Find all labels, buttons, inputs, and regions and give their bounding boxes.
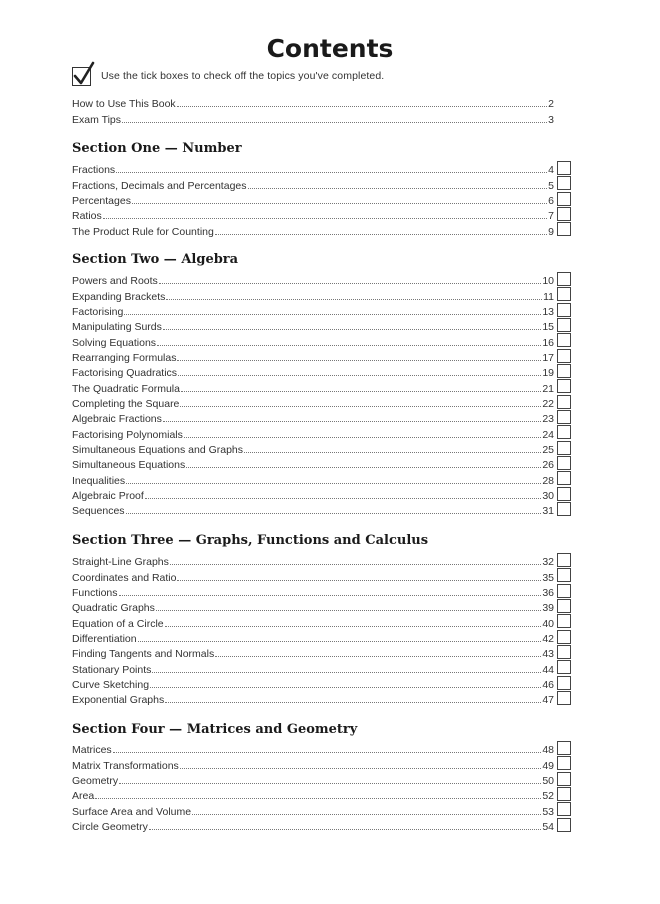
- toc-entry[interactable]: [72, 471, 554, 486]
- toc-entry-label: Rearranging Formulas: [72, 351, 177, 364]
- tick-box[interactable]: [557, 395, 571, 409]
- dot-leader: [149, 829, 541, 830]
- tick-box[interactable]: [557, 802, 571, 816]
- section-list: [72, 161, 554, 238]
- toc-entry-label: Inequalities: [72, 474, 126, 487]
- tick-box[interactable]: [557, 456, 571, 470]
- toc-entry[interactable]: [72, 787, 554, 802]
- toc-entry-page: 36: [542, 586, 554, 599]
- dot-leader: [119, 783, 541, 784]
- tick-box[interactable]: [557, 741, 571, 755]
- toc-entry[interactable]: [72, 161, 554, 176]
- dot-leader: [156, 610, 541, 611]
- dot-leader: [145, 498, 542, 499]
- toc-entry-label: Solving Equations: [72, 336, 157, 349]
- toc-entry[interactable]: [72, 614, 554, 629]
- checkmark-icon: [72, 61, 96, 87]
- toc-entry-label: Manipulating Surds: [72, 321, 162, 334]
- dot-leader: [180, 768, 542, 769]
- toc-entry-page: 50: [542, 774, 554, 787]
- toc-entry-label: Curve Sketching: [72, 678, 150, 691]
- section-heading: Section Three — Graphs, Functions and Calculus: [72, 533, 429, 548]
- tick-box[interactable]: [557, 818, 571, 832]
- dot-leader: [215, 234, 547, 235]
- toc-entry-page: 26: [542, 459, 554, 472]
- tick-note: [72, 64, 384, 88]
- dot-leader: [132, 203, 547, 204]
- toc-entry[interactable]: [72, 818, 554, 833]
- toc-entry-label: Exam Tips: [72, 113, 122, 126]
- toc-entry-label: Matrices: [72, 744, 112, 757]
- dot-leader: [186, 467, 541, 468]
- tick-box[interactable]: [557, 318, 571, 332]
- dot-leader: [95, 798, 541, 799]
- toc-entry-label: Functions: [72, 586, 118, 599]
- dot-leader: [157, 345, 541, 346]
- dot-leader: [165, 702, 541, 703]
- tick-box[interactable]: [557, 161, 571, 175]
- toc-entry[interactable]: [72, 630, 554, 645]
- dot-leader: [178, 375, 541, 376]
- dot-leader: [170, 564, 541, 565]
- tick-box[interactable]: [557, 568, 571, 582]
- dot-leader: [126, 513, 542, 514]
- toc-entry-label: Geometry: [72, 774, 119, 787]
- toc-entry-label: Quadratic Graphs: [72, 602, 155, 615]
- toc-entry-page: 24: [542, 428, 554, 441]
- tick-box[interactable]: [557, 287, 571, 301]
- toc-entry-label: How to Use This Book: [72, 98, 176, 111]
- tick-box[interactable]: [557, 425, 571, 439]
- toc-entry-page: 4: [548, 164, 554, 177]
- dot-leader: [159, 283, 542, 284]
- section-heading: Section One — Number: [72, 141, 242, 156]
- dot-leader: [248, 188, 548, 189]
- toc-entry-page: 11: [543, 290, 554, 303]
- toc-entry-label: Algebraic Proof: [72, 489, 144, 502]
- toc-entry[interactable]: [72, 584, 554, 599]
- tick-box[interactable]: [557, 176, 571, 190]
- dot-leader: [192, 814, 541, 815]
- toc-entry-page: 52: [542, 790, 554, 803]
- toc-entry-label: Differentiation: [72, 632, 137, 645]
- toc-entry-page: 53: [542, 805, 554, 818]
- dot-leader: [177, 106, 547, 107]
- intro-list: [72, 95, 554, 126]
- tick-box[interactable]: [557, 471, 571, 485]
- toc-entry[interactable]: [72, 176, 554, 191]
- toc-entry[interactable]: [72, 110, 554, 125]
- toc-entry[interactable]: [72, 410, 554, 425]
- toc-entry-label: Expanding Brackets: [72, 290, 166, 303]
- toc-entry-page: 22: [542, 397, 554, 410]
- toc-entry[interactable]: [72, 425, 554, 440]
- tick-box[interactable]: [557, 222, 571, 236]
- toc-entry[interactable]: [72, 95, 554, 110]
- tick-box[interactable]: [557, 487, 571, 501]
- tick-box[interactable]: [557, 192, 571, 206]
- tick-example-box: [72, 67, 91, 86]
- toc-entry[interactable]: [72, 456, 554, 471]
- dot-leader: [177, 360, 541, 361]
- toc-entry-label: Ratios: [72, 210, 102, 223]
- section-heading: Section Two — Algebra: [72, 252, 239, 267]
- page-title: Contents: [266, 34, 394, 63]
- tick-box[interactable]: [557, 553, 571, 567]
- toc-entry-page: 15: [542, 321, 554, 334]
- toc-entry-page: 3: [548, 113, 554, 126]
- toc-entry-label: Stationary Points: [72, 663, 152, 676]
- section-list: [72, 272, 554, 517]
- toc-entry-label: Factorising: [72, 305, 124, 318]
- toc-entry[interactable]: [72, 395, 554, 410]
- section-list: [72, 553, 554, 706]
- toc-entry[interactable]: [72, 802, 554, 817]
- toc-entry-page: 21: [542, 382, 554, 395]
- toc-entry-label: Circle Geometry: [72, 820, 148, 833]
- toc-entry-label: Completing the Square: [72, 397, 180, 410]
- toc-entry[interactable]: [72, 333, 554, 348]
- toc-entry-page: 5: [548, 179, 554, 192]
- dot-leader: [119, 595, 542, 596]
- toc-entry-page: 39: [542, 602, 554, 615]
- toc-entry-label: Exponential Graphs: [72, 694, 165, 707]
- toc-entry[interactable]: [72, 676, 554, 691]
- dot-leader: [181, 391, 541, 392]
- toc-entry[interactable]: [72, 272, 554, 287]
- dot-leader: [103, 218, 547, 219]
- dot-leader: [126, 483, 541, 484]
- toc-entry[interactable]: [72, 660, 554, 675]
- toc-entry-page: 23: [542, 413, 554, 426]
- toc-entry-page: 25: [542, 443, 554, 456]
- toc-entry-label: Factorising Quadratics: [72, 367, 178, 380]
- toc-entry-label: Fractions: [72, 164, 116, 177]
- toc-entry[interactable]: [72, 364, 554, 379]
- tick-box[interactable]: [557, 660, 571, 674]
- toc-entry-label: Fractions, Decimals and Percentages: [72, 179, 247, 192]
- toc-entry[interactable]: [72, 772, 554, 787]
- dot-leader: [244, 452, 541, 453]
- dot-leader: [184, 437, 541, 438]
- tick-box[interactable]: [557, 772, 571, 786]
- toc-entry-page: 17: [542, 351, 554, 364]
- tick-box[interactable]: [557, 333, 571, 347]
- dot-leader: [180, 406, 541, 407]
- toc-entry[interactable]: [72, 599, 554, 614]
- dot-leader: [150, 687, 541, 688]
- dot-leader: [177, 580, 541, 581]
- toc-entry-page: 40: [542, 617, 554, 630]
- toc-entry-label: Powers and Roots: [72, 275, 158, 288]
- toc-entry[interactable]: [72, 691, 554, 706]
- tick-box[interactable]: [557, 502, 571, 516]
- toc-entry-page: 54: [542, 820, 554, 833]
- toc-entry-page: 47: [542, 694, 554, 707]
- tick-box[interactable]: [557, 676, 571, 690]
- toc-entry-page: 48: [542, 744, 554, 757]
- toc-entry-label: Sequences: [72, 505, 125, 518]
- dot-leader: [152, 672, 541, 673]
- toc-entry[interactable]: [72, 487, 554, 502]
- toc-entry-label: The Product Rule for Counting: [72, 225, 214, 238]
- toc-entry-label: Area: [72, 790, 95, 803]
- toc-entry[interactable]: [72, 318, 554, 333]
- section-heading: Section Four — Matrices and Geometry: [72, 722, 358, 737]
- tick-box[interactable]: [557, 584, 571, 598]
- toc-entry[interactable]: [72, 741, 554, 756]
- toc-entry[interactable]: [72, 441, 554, 456]
- toc-entry-label: Percentages: [72, 194, 131, 207]
- toc-entry-page: 44: [542, 663, 554, 676]
- dot-leader: [166, 299, 542, 300]
- toc-entry[interactable]: [72, 553, 554, 568]
- dot-leader: [116, 172, 547, 173]
- toc-entry-label: Equation of a Circle: [72, 617, 164, 630]
- toc-entry[interactable]: [72, 756, 554, 771]
- toc-entry-page: 10: [542, 275, 554, 288]
- toc-entry-label: Algebraic Fractions: [72, 413, 162, 426]
- toc-entry-page: 9: [548, 225, 554, 238]
- toc-entry-page: 16: [542, 336, 554, 349]
- toc-entry-page: 7: [548, 210, 554, 223]
- tick-box[interactable]: [557, 349, 571, 363]
- toc-entry[interactable]: [72, 222, 554, 237]
- toc-entry[interactable]: [72, 303, 554, 318]
- toc-entry-page: 32: [542, 556, 554, 569]
- toc-entry-label: Factorising Polynomials: [72, 428, 183, 441]
- tick-box[interactable]: [557, 599, 571, 613]
- toc-entry-label: Matrix Transformations: [72, 759, 179, 772]
- toc-entry-page: 42: [542, 632, 554, 645]
- toc-entry-label: Surface Area and Volume: [72, 805, 192, 818]
- tick-box[interactable]: [557, 410, 571, 424]
- dot-leader: [163, 329, 541, 330]
- toc-entry-page: 6: [548, 194, 554, 207]
- toc-entry-page: 30: [542, 489, 554, 502]
- tick-box[interactable]: [557, 645, 571, 659]
- tick-box[interactable]: [557, 787, 571, 801]
- toc-entry-label: Simultaneous Equations: [72, 459, 186, 472]
- dot-leader: [138, 641, 542, 642]
- toc-entry-label: The Quadratic Formula: [72, 382, 180, 395]
- tick-box[interactable]: [557, 207, 571, 221]
- tick-box[interactable]: [557, 379, 571, 393]
- tick-box[interactable]: [557, 691, 571, 705]
- toc-entry[interactable]: [72, 207, 554, 222]
- tick-box[interactable]: [557, 756, 571, 770]
- toc-entry-page: 13: [542, 305, 554, 318]
- tick-box[interactable]: [557, 272, 571, 286]
- dot-leader: [124, 314, 541, 315]
- toc-entry[interactable]: [72, 645, 554, 660]
- section-list: [72, 741, 554, 833]
- dot-leader: [122, 122, 547, 123]
- dot-leader: [163, 421, 541, 422]
- tick-box[interactable]: [557, 614, 571, 628]
- toc-entry-label: Coordinates and Ratio: [72, 571, 177, 584]
- dot-leader: [165, 626, 542, 627]
- toc-entry-page: 2: [548, 98, 554, 111]
- toc-entry[interactable]: [72, 192, 554, 207]
- tick-box[interactable]: [557, 303, 571, 317]
- toc-entry-page: 19: [542, 367, 554, 380]
- toc-entry[interactable]: [72, 379, 554, 394]
- toc-entry[interactable]: [72, 568, 554, 583]
- toc-entry-label: Simultaneous Equations and Graphs: [72, 443, 244, 456]
- toc-entry-label: Finding Tangents and Normals: [72, 648, 215, 661]
- toc-entry-label: Straight-Line Graphs: [72, 556, 169, 569]
- toc-entry-page: 28: [542, 474, 554, 487]
- toc-entry-page: 35: [542, 571, 554, 584]
- tick-box[interactable]: [557, 630, 571, 644]
- toc-entry-page: 46: [542, 678, 554, 691]
- toc-entry-page: 43: [542, 648, 554, 661]
- toc-entry[interactable]: [72, 349, 554, 364]
- toc-entry[interactable]: [72, 287, 554, 302]
- dot-leader: [113, 752, 542, 753]
- tick-box[interactable]: [557, 364, 571, 378]
- toc-entry[interactable]: [72, 502, 554, 517]
- dot-leader: [215, 656, 541, 657]
- tick-box[interactable]: [557, 441, 571, 455]
- toc-entry-page: 31: [542, 505, 554, 518]
- toc-entry-page: 49: [542, 759, 554, 772]
- tick-note-text: Use the tick boxes to check off the topics you've completed.: [101, 70, 385, 82]
